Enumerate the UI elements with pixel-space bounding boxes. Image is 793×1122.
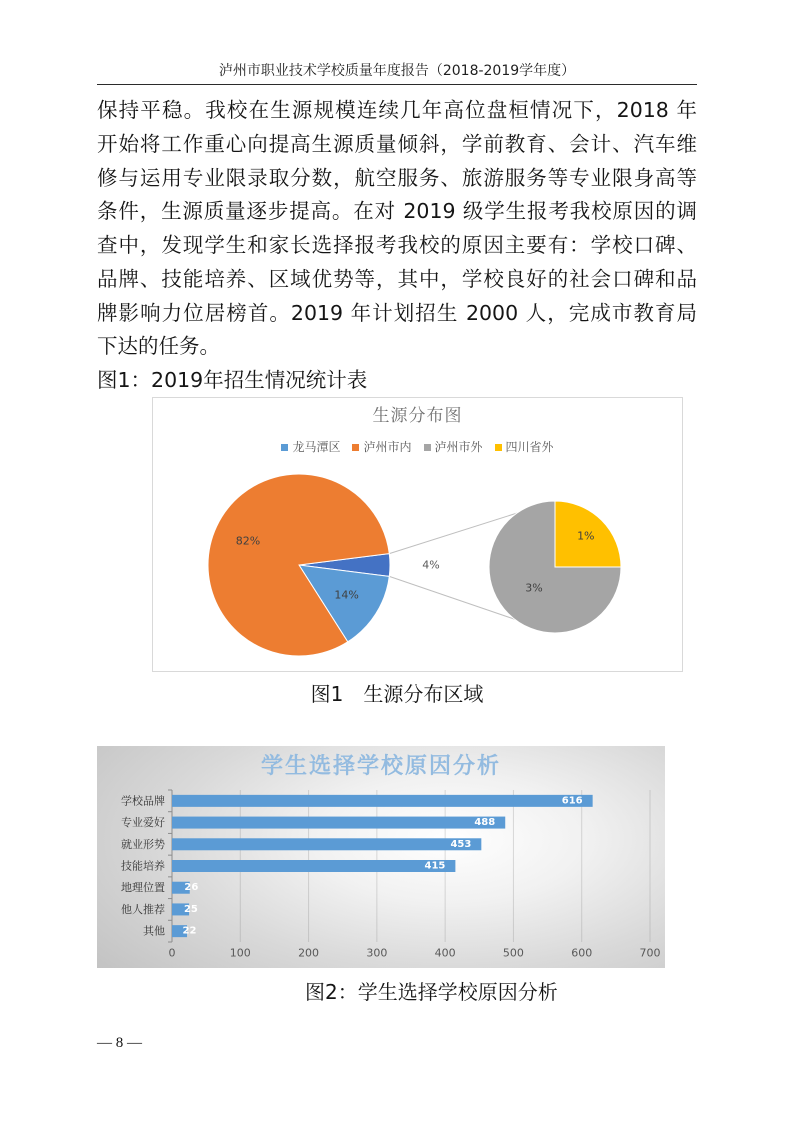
x-tick-label: 100 [229,946,251,960]
chart-title: 学生选择学校原因分析 [260,754,501,779]
paragraph-line: 保持平稳。我校在生源规模连续几年高位盘桓情况下，2018 年 [97,98,697,122]
header-divider [97,84,697,85]
category-label: 技能培养 [121,859,165,873]
bar-data-label: 616 [561,795,583,807]
x-tick-label: 400 [434,946,456,960]
reason-analysis-chart [97,746,665,968]
x-tick-label: 300 [366,946,388,960]
bar-data-label: 453 [450,838,472,850]
source-distribution-chart [152,397,683,672]
bar [172,838,481,850]
bar [172,817,505,829]
legend-label: 龙马潭区 [292,440,341,454]
pie-data-label-1: 82% [235,534,261,548]
legend-label: 四川省外 [505,440,554,454]
paragraph-line: 查中，发现学生和家长选择报考我校的原因主要有：学校口碑、 [97,233,697,257]
bar-data-label: 25 [183,903,198,915]
category-label: 学校品牌 [121,794,165,808]
chart-title: 生源分布图 [372,406,463,426]
paragraph-line: 开始将工作重心向提高生源质量倾斜，学前教育、会计、汽车维 [97,132,697,156]
pie-data-label-combined: 4% [422,558,440,572]
paragraph-line: 条件，生源质量逐步提高。在对 2019 级学生报考我校原因的调 [97,199,697,223]
bar-data-label: 26 [184,882,199,894]
page-number: — 8 — [97,1035,142,1051]
paragraph-line: 修与运用专业限录取分数，航空服务、旅游服务等专业限身高等 [97,166,697,190]
pie-data-label-0: 14% [334,588,359,602]
bar [172,860,455,872]
category-label: 他人推荐 [121,902,165,916]
figure-1-caption: 图1 生源分布区域 [310,682,484,706]
figure-2-caption: 图2：学生选择学校原因分析 [305,980,558,1004]
figure-heading: 图1：2019年招生情况统计表 [97,368,368,392]
legend-label: 泸州市内 [363,440,412,454]
bar-data-label: 488 [474,817,496,829]
category-label: 地理位置 [121,881,165,895]
bar [172,795,593,807]
secondary-pie-data-label-0: 1% [577,529,595,543]
paragraph-line: 品牌、技能培养、区域优势等，其中，学校良好的社会口碑和品 [97,267,697,291]
x-tick-label: 600 [571,946,593,960]
legend-label: 泸州市外 [434,440,483,454]
paragraph-line: 牌影响力位居榜首。2019 年计划招生 2000 人，完成市教育局 [97,301,697,325]
category-label: 就业形势 [121,837,165,851]
x-tick-label: 700 [639,946,661,960]
secondary-pie-data-label-1: 3% [525,581,543,595]
bar-data-label: 22 [182,925,197,937]
x-tick-label: 500 [502,946,524,960]
category-label: 其他 [143,924,165,938]
x-tick-label: 200 [298,946,320,960]
bar-chart-canvas [97,746,665,968]
pie-chart-canvas [153,398,682,671]
page-header-title: 泸州市职业技术学校质量年度报告（2018-2019学年度） [218,63,576,79]
x-tick-label: 0 [168,946,176,960]
paragraph-line: 下达的任务。 [97,334,220,358]
category-label: 专业爱好 [121,816,165,830]
bar-data-label: 415 [424,860,446,872]
